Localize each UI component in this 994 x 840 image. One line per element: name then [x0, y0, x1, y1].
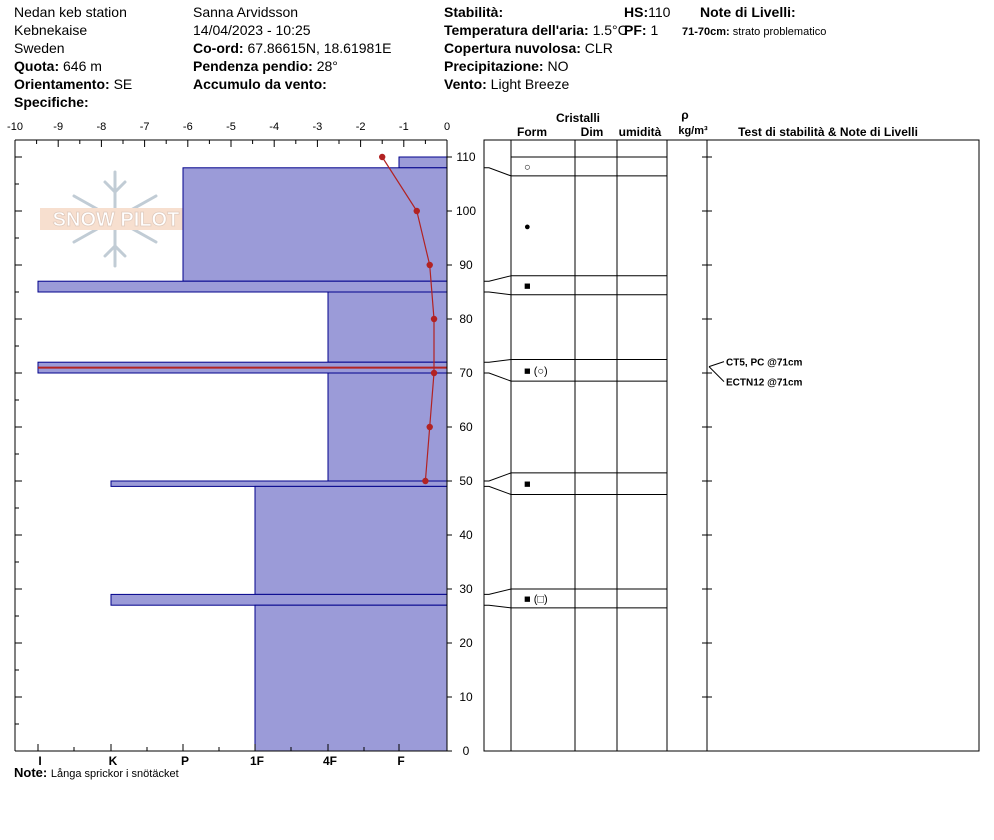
coordinates-label: Co-ord:: [193, 40, 244, 56]
grain-form-symbol: ●: [524, 220, 531, 233]
depth-tick-label: 70: [459, 366, 473, 380]
grain-form-symbol: ○: [524, 161, 531, 174]
station-name: Nedan keb station: [14, 4, 127, 20]
elevation-label: Quota:: [14, 58, 60, 74]
snowpilot-logo: [40, 172, 192, 266]
depth-tick-label: 110: [456, 150, 476, 164]
depth-tick-label: 80: [459, 312, 473, 326]
size-header: Dim: [580, 125, 604, 139]
depth-tick-label: 100: [455, 204, 477, 218]
density-unit: kg/m³: [678, 125, 708, 137]
observer-name: Sanna Arvidsson: [193, 4, 299, 20]
temp-tick-label: -4: [269, 121, 280, 133]
grain-form-symbol: ■ (○): [524, 365, 548, 378]
temp-tick-label: -1: [398, 121, 409, 133]
temp-tick-label: -8: [96, 121, 107, 133]
hardness-tick-label: P: [180, 754, 190, 768]
form-header: Form: [517, 125, 547, 139]
depth-tick-label: 90: [459, 258, 473, 272]
coordinates-value: 67.86615N, 18.61981E: [247, 40, 392, 56]
hardness-tick-label: 1F: [249, 754, 265, 768]
temperature-point: [422, 478, 428, 484]
footer-note-text: Långa sprickor i snötäcket: [50, 768, 179, 780]
temperature-point: [414, 208, 420, 214]
stability-label: Stabilità:: [444, 4, 504, 20]
hardness-tick-label: F: [397, 754, 405, 768]
cloud-cover-value: CLR: [584, 40, 613, 56]
depth-tick-label: 0: [462, 744, 470, 758]
temp-tick-label: -2: [355, 121, 366, 133]
temp-tick-label: -3: [312, 121, 323, 133]
density-symbol: ρ: [681, 108, 689, 122]
layer-note-text: strato problematico: [732, 26, 827, 38]
slope-label: Pendenza pendio:: [193, 58, 313, 74]
layer-connector: [484, 276, 511, 281]
grain-form-symbol: ■: [524, 280, 531, 293]
layer-connector: [484, 589, 511, 594]
temperature-point: [427, 424, 433, 430]
layer-connector: [484, 373, 511, 381]
foot-penetration-value: 1: [650, 22, 659, 38]
hardness-layer-bar: [111, 594, 447, 605]
layer-note-range: 71-70cm:: [682, 26, 730, 38]
temperature-point: [379, 154, 385, 160]
specifics-label: Specifiche:: [14, 94, 89, 110]
hardness-layer-bar: [328, 292, 447, 362]
temp-tick-label: -9: [53, 121, 64, 133]
depth-tick-label: 50: [459, 474, 473, 488]
temp-tick-label: -5: [226, 121, 236, 133]
hardness-tick-label: K: [108, 754, 118, 768]
temp-tick-label: -6: [182, 121, 193, 133]
table-frame: [484, 140, 979, 751]
stability-test-label: ECTN12 @71cm: [726, 377, 803, 389]
depth-tick-label: 10: [459, 690, 473, 704]
depth-tick-label: 20: [459, 636, 473, 650]
temp-tick-label: 0: [443, 121, 451, 133]
temp-tick-label: -10: [7, 121, 23, 133]
temperature-point: [427, 262, 433, 268]
hardness-tick-label: 4F: [322, 754, 338, 768]
stability-test-pointer: [709, 362, 724, 367]
precipitation-label: Precipitazione:: [444, 58, 544, 74]
temperature-point: [431, 316, 437, 322]
country-name: Sweden: [14, 40, 65, 56]
air-temp-label: Temperatura dell'aria:: [444, 22, 589, 38]
foot-penetration-label: PF:: [624, 22, 647, 38]
hardness-layer-bar: [399, 157, 447, 168]
grain-form-symbol: ■: [524, 478, 531, 491]
layer-connector: [484, 292, 511, 295]
hardness-layer-bar: [255, 486, 447, 594]
crystal-table: [484, 108, 979, 751]
snow-height-value: 110: [648, 4, 671, 20]
elevation-value: 646 m: [63, 58, 102, 74]
depth-tick-label: 40: [459, 528, 473, 542]
footer-note-label: Note:: [14, 765, 48, 780]
cloud-cover-label: Copertura nuvolosa:: [444, 40, 581, 56]
hardness-layer-bar: [111, 481, 447, 486]
aspect-label: Orientamento:: [14, 76, 110, 92]
wind-label: Vento:: [444, 76, 487, 92]
layer-notes-label: Note di Livelli:: [700, 4, 796, 20]
depth-tick-label: 30: [459, 582, 473, 596]
moisture-header: umidità: [618, 125, 662, 139]
snow-height-label: HS:: [624, 4, 649, 20]
wind-value: Light Breeze: [490, 76, 570, 92]
crystals-header: Cristalli: [555, 111, 601, 125]
depth-tick-label: 60: [459, 420, 473, 434]
hardness-layer-bar: [183, 168, 447, 281]
air-temp-value: 1.5°C: [592, 22, 628, 38]
hardness-tick-label: I: [38, 754, 42, 768]
aspect-value: SE: [113, 76, 133, 92]
layer-connector: [484, 168, 511, 176]
observation-datetime: 14/04/2023 - 10:25: [193, 22, 311, 38]
layer-connector: [484, 360, 511, 363]
area-name: Kebnekaise: [14, 22, 88, 38]
layer-connector: [484, 486, 511, 494]
grain-form-symbol: ■ (□): [524, 593, 548, 606]
temperature-point: [431, 370, 437, 376]
layer-connector: [484, 473, 511, 481]
tests-header: Test di stabilità & Note di Livelli: [738, 125, 918, 139]
hardness-layer-bar: [255, 605, 447, 751]
wind-loading-label: Accumulo da vento:: [193, 76, 327, 92]
hardness-layer-bar: [38, 281, 447, 292]
stability-test-label: CT5, PC @71cm: [726, 357, 803, 369]
slope-value: 28°: [316, 58, 338, 74]
temp-tick-label: -7: [139, 121, 150, 133]
stability-test-pointer: [709, 367, 724, 382]
precipitation-value: NO: [547, 58, 569, 74]
layer-connector: [484, 605, 511, 608]
logo-text: SNOW PILOT: [52, 209, 180, 231]
